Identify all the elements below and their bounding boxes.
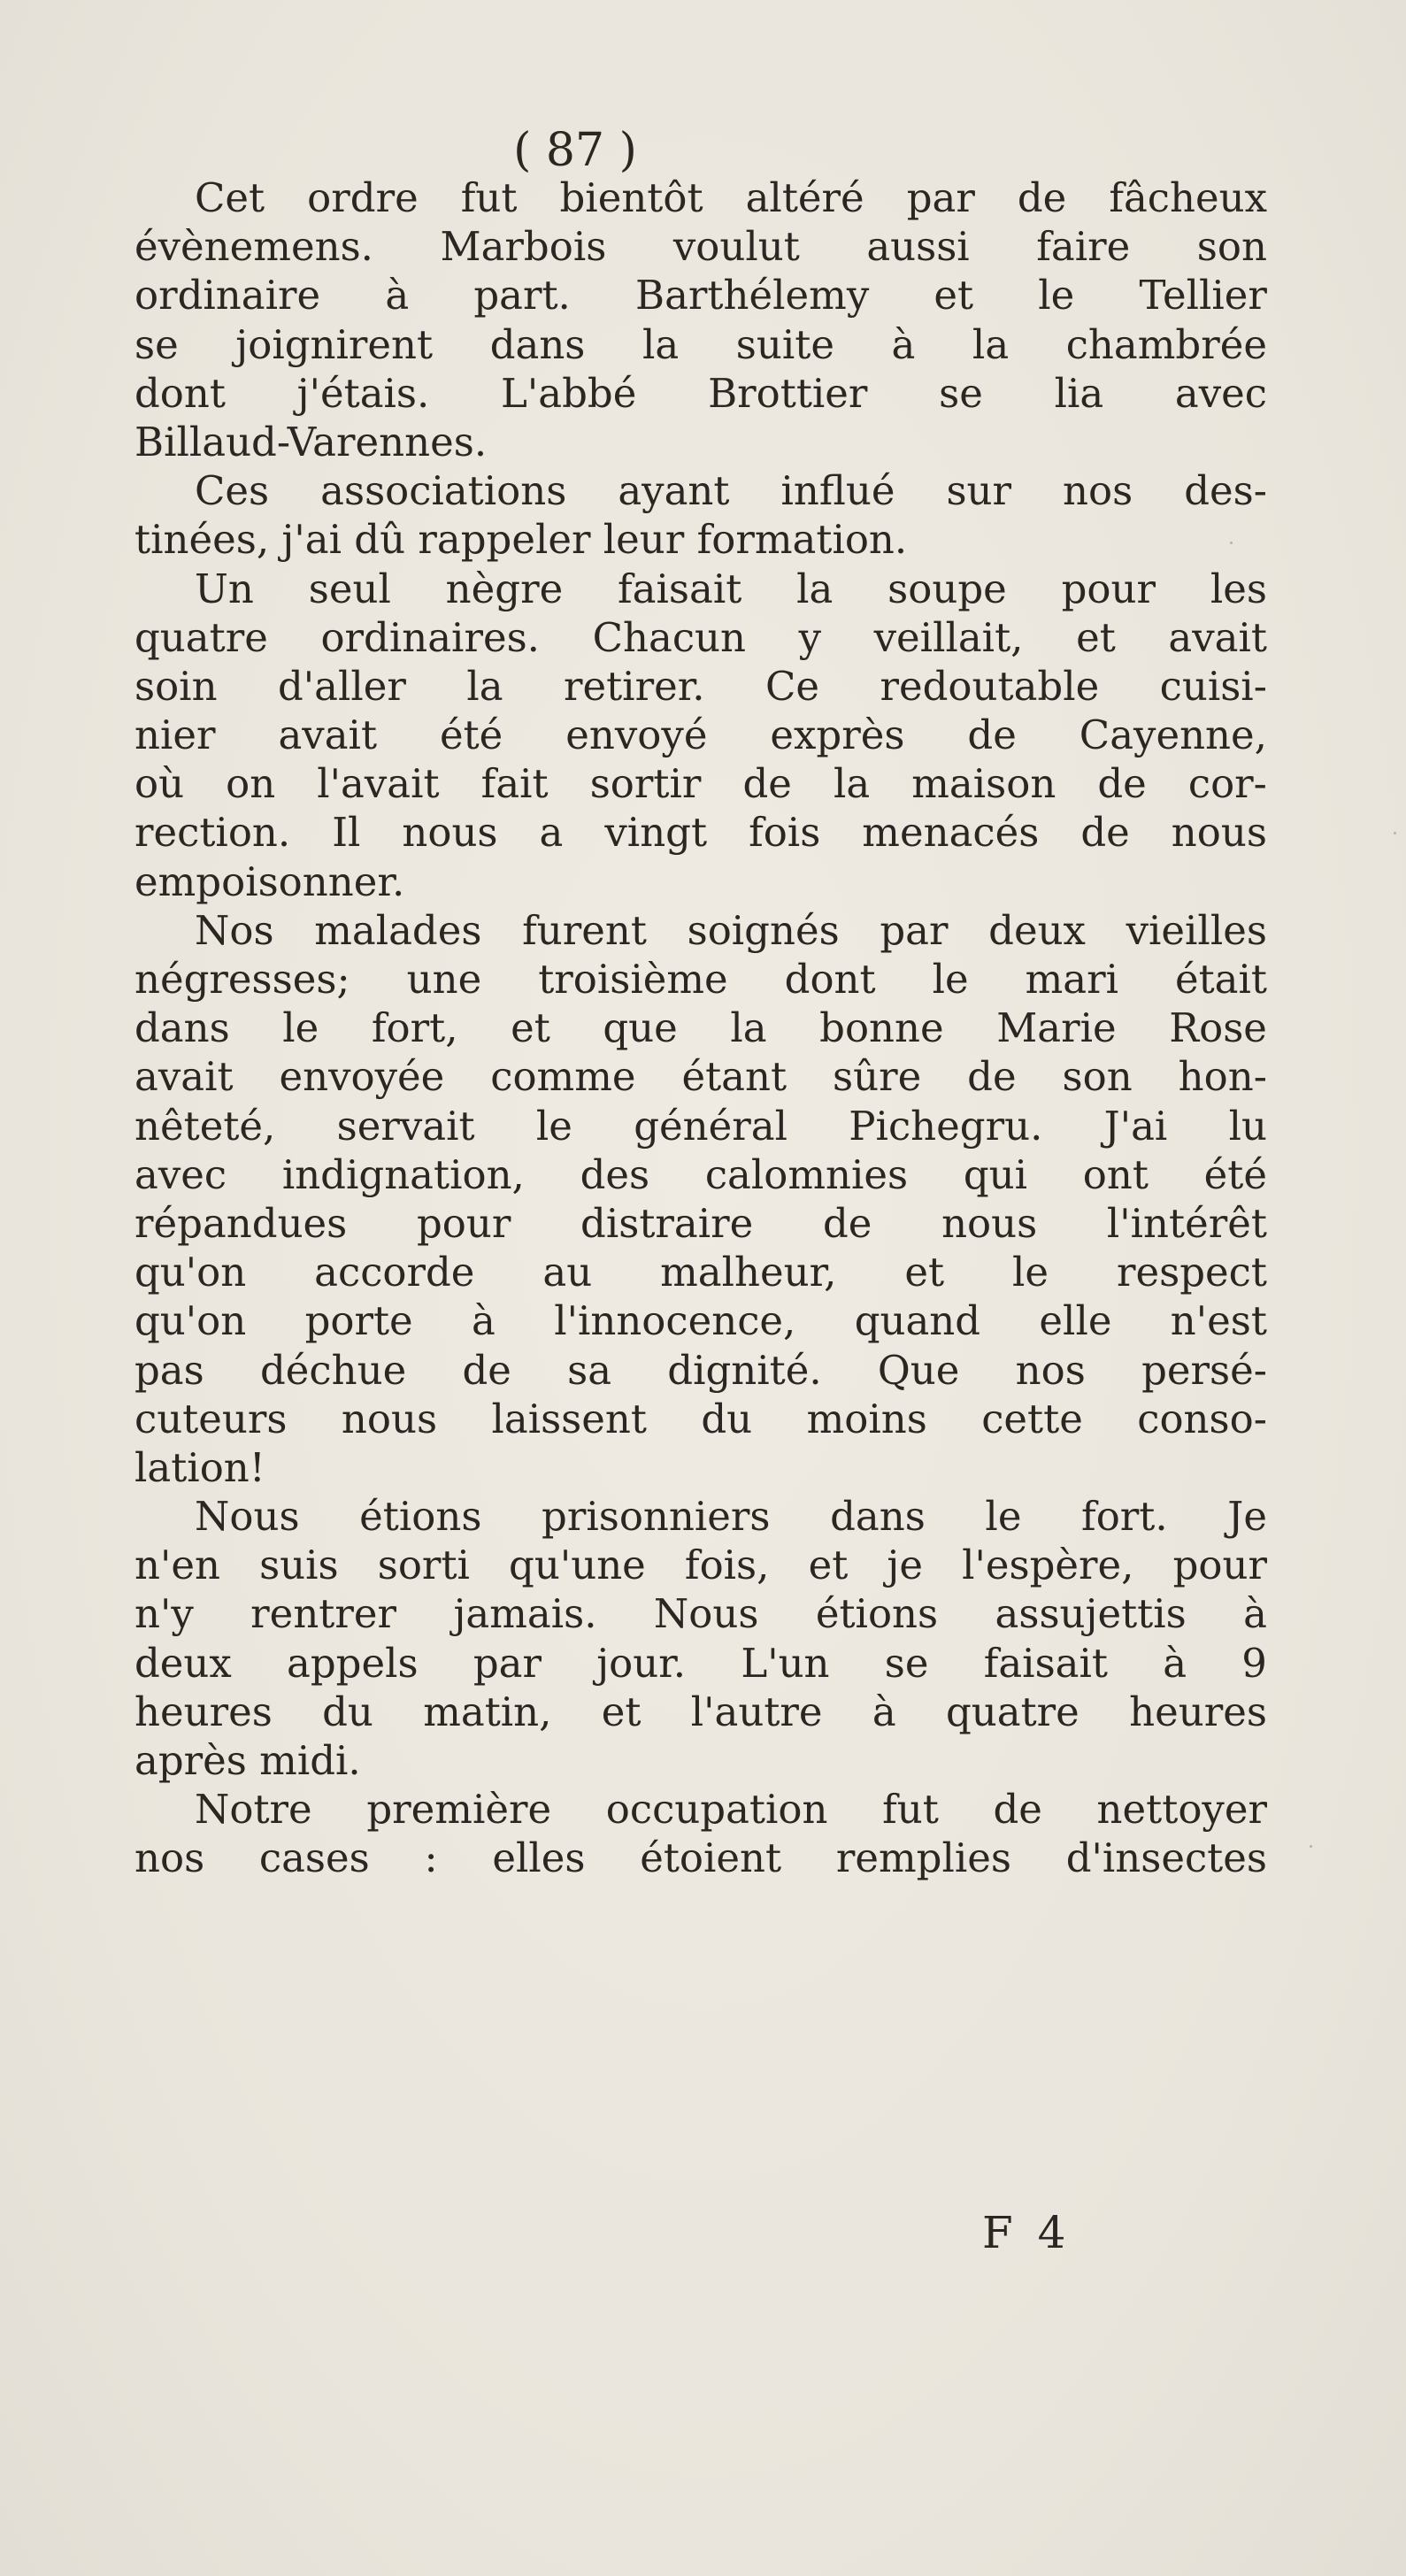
paper-speck (1310, 1845, 1312, 1848)
text-line: avec indignation, des calomnies qui ont été (134, 1150, 1267, 1198)
paper-speck (1230, 542, 1233, 544)
text-line: tinées, j'ai dû rappeler leur formation. (134, 516, 908, 564)
text-line: cuteurs nous laissent du moins cette conso- (134, 1395, 1267, 1442)
paragraph (134, 173, 1267, 466)
text-line: n'y rentrer jamais. Nous étions assujettis à (134, 1590, 1267, 1638)
text-line: deux appels par jour. L'un se faisait à 9 (134, 1639, 1267, 1687)
text-line: qu'on porte à l'innocence, quand elle n'est (134, 1297, 1267, 1345)
text-line: après midi. (134, 1737, 361, 1784)
paper-speck (1394, 832, 1396, 834)
text-line: évènemens. Marbois voulut aussi faire son (134, 223, 1267, 271)
paragraph (134, 906, 1267, 1492)
text-line: répandues pour distraire de nous l'intérêt (134, 1199, 1267, 1247)
text-line: Ces associations ayant influé sur nos des- (195, 467, 1267, 515)
paragraph (134, 466, 1267, 564)
body-text (134, 173, 1267, 1883)
paragraph (134, 1785, 1267, 1882)
text-line: quatre ordinaires. Chacun y veillait, et avait (134, 613, 1267, 661)
text-line: ordinaire à part. Barthélemy et le Tellier (134, 272, 1267, 319)
text-line: lation! (134, 1443, 265, 1491)
text-line: nier avait été envoyé exprès de Cayenne, (134, 711, 1267, 759)
text-line: Nous étions prisonniers dans le fort. Je (195, 1493, 1267, 1541)
text-line: empoisonner. (134, 857, 405, 905)
text-line: pas déchue de sa dignité. Que nos persé- (134, 1346, 1267, 1394)
text-line: dans le fort, et que la bonne Marie Rose (134, 1004, 1267, 1052)
text-line: dont j'étais. L'abbé Brottier se lia avec (134, 369, 1267, 417)
text-line: Un seul nègre faisait la soupe pour les (195, 565, 1267, 612)
text-line: n'en suis sorti qu'une fois, et je l'espère, pour (134, 1542, 1267, 1589)
text-line: nêteté, servait le général Pichegru. J'ai lu (134, 1102, 1267, 1150)
text-line: soin d'aller la retirer. Ce redoutable cuisi- (134, 662, 1267, 710)
text-line: négresses; une troisième dont le mari était (134, 956, 1267, 1003)
page-number: ( 87 ) (513, 124, 637, 177)
text-line: heures du matin, et l'autre à quatre heures (134, 1688, 1267, 1735)
text-line: Notre première occupation fut de nettoyer (195, 1786, 1267, 1834)
paragraph (134, 1492, 1267, 1785)
text-line: qu'on accorde au malheur, et le respect (134, 1249, 1267, 1296)
paragraph (134, 565, 1267, 906)
text-line: Billaud-Varennes. (134, 418, 488, 465)
text-line: Nos malades furent soignés par deux vieilles (195, 906, 1267, 954)
text-line: où on l'avait fait sortir de la maison de cor- (134, 760, 1267, 808)
text-line: avait envoyée comme étant sûre de son hon- (134, 1053, 1267, 1101)
text-line: se joignirent dans la suite à la chambrée (134, 320, 1267, 368)
signature-mark: F 4 (982, 2207, 1072, 2258)
text-line: rection. Il nous a vingt fois menacés de nous (134, 809, 1267, 857)
text-line: Cet ordre fut bientôt altéré par de fâcheux (195, 174, 1267, 221)
text-line: nos cases : elles étoient remplies d'insectes (134, 1834, 1267, 1882)
